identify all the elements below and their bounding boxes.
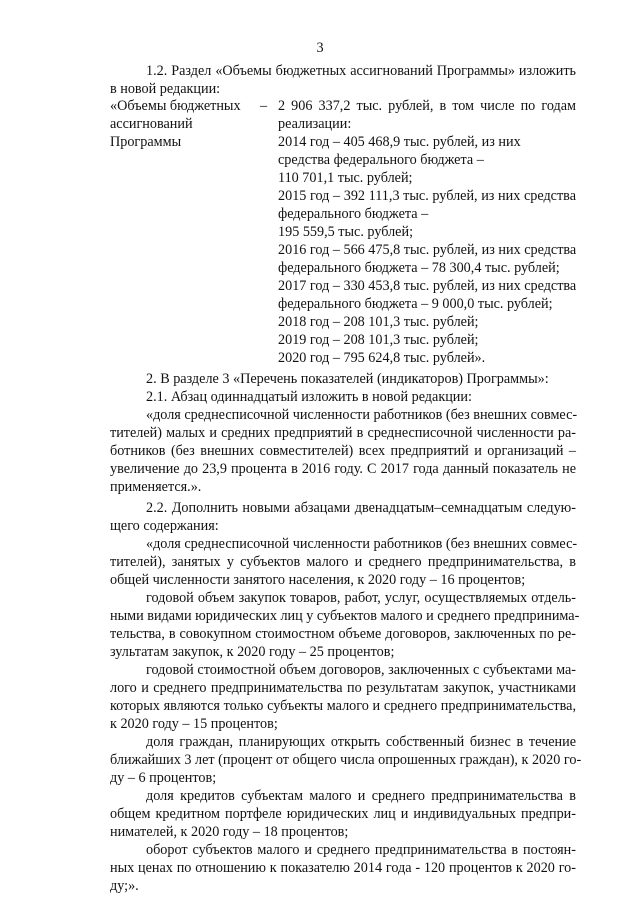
body-line: годовой объем закупок товаров, работ, услуг, осуществляемых отдель- xyxy=(146,590,576,606)
body-line: ду;». xyxy=(110,878,139,894)
page-number: 3 xyxy=(316,40,324,56)
body-line: ближайших 3 лет (процент от общего числа опрошенных граждан), к 2020 го- xyxy=(110,752,582,768)
budget-value-line: 195 559,5 тыс. рублей; xyxy=(278,224,414,240)
budget-value-line: 2017 год – 330 453,8 тыс. рублей, из них средства xyxy=(278,278,577,294)
budget-value-line: 2019 год – 208 101,3 тыс. рублей; xyxy=(278,332,479,348)
budget-value-line: федерального бюджета – 9 000,0 тыс. рублей; xyxy=(278,296,553,312)
budget-value-line: средства федерального бюджета – xyxy=(278,152,484,168)
body-line: применяется.». xyxy=(110,479,202,495)
budget-value-line: 2014 год – 405 468,9 тыс. рублей, из них xyxy=(278,134,521,150)
budget-label-line: «Объемы бюджетных xyxy=(110,98,241,114)
body-line: 2. В разделе 3 «Перечень показателей (индикаторов) Программы»: xyxy=(146,371,549,387)
body-line: которых являются только субъекты малого и среднего предпринимательства, xyxy=(110,698,576,714)
section-1-2-line: в новой редакции: xyxy=(110,81,221,97)
body-line: увеличение до 23,9 процента в 2016 году. С 2017 года данный показатель не xyxy=(110,461,576,477)
body-line: ботников (без внешних совместителей) всех предприятий и организаций – xyxy=(110,443,576,459)
budget-label-line: ассигнований xyxy=(110,116,193,132)
body-line: доля граждан, планирующих открыть собственный бизнес в течение xyxy=(146,734,576,750)
body-line: 2.1. Абзац одиннадцатый изложить в новой редакции: xyxy=(146,389,472,405)
budget-value-line: 2016 год – 566 475,8 тыс. рублей, из них средства xyxy=(278,242,577,258)
body-line: к 2020 году – 15 процентов; xyxy=(110,716,278,732)
body-line: «доля среднесписочной численности работников (без внешних совмес- xyxy=(146,536,578,552)
body-line: оборот субъектов малого и среднего предпринимательства в постоян- xyxy=(146,842,576,858)
body-line: тителей) малых и средних предприятий в среднесписочной численности ра- xyxy=(110,425,576,441)
body-line: ными видами юридических лиц у субъектов малого и среднего предпринима- xyxy=(110,608,580,624)
body-line: щего содержания: xyxy=(110,518,219,534)
body-line: зультатам закупок, к 2020 году – 25 процентов; xyxy=(110,644,395,660)
section-1-2-line: 1.2. Раздел «Объемы бюджетных ассигнований Программы» изложить xyxy=(146,63,576,79)
body-line: «доля среднесписочной численности работников (без внешних совмес- xyxy=(146,407,578,423)
budget-value-line: федерального бюджета – 78 300,4 тыс. рублей; xyxy=(278,260,560,276)
body-line: доля кредитов субъектам малого и среднего предпринимательства в xyxy=(146,788,576,804)
body-line: тителей), занятых у субъектов малого и среднего предпринимательства, в xyxy=(110,554,576,570)
body-line: ду – 6 процентов; xyxy=(110,770,217,786)
budget-label-line: Программы xyxy=(110,134,182,150)
budget-value-line: реализации: xyxy=(278,116,352,132)
budget-value-line: 2015 год – 392 111,3 тыс. рублей, из них средства xyxy=(278,188,576,204)
budget-value-line: 2018 год – 208 101,3 тыс. рублей; xyxy=(278,314,479,330)
budget-value-line: 2020 год – 795 624,8 тыс. рублей». xyxy=(278,350,486,366)
body-line: годовой стоимостной объем договоров, заключенных с субъектами ма- xyxy=(146,662,576,678)
body-line: общем кредитном портфеле юридических лиц и индивидуальных предпри- xyxy=(110,806,576,822)
budget-value-line: федерального бюджета – xyxy=(278,206,429,222)
budget-dash: – xyxy=(260,98,268,114)
budget-value-line: 110 701,1 тыс. рублей; xyxy=(278,170,413,186)
body-line: ных ценах по отношению к показателю 2014 года - 120 процентов к 2020 го- xyxy=(110,860,576,876)
budget-value-line: 2 906 337,2 тыс. рублей, в том числе по годам xyxy=(278,98,576,114)
body-line: общей численности занятого населения, к 2020 году – 16 процентов; xyxy=(110,572,526,588)
body-line: лого и среднего предпринимательства по результатам закупок, участниками xyxy=(110,680,576,696)
body-line: тельства, в совокупном стоимостном объеме договоров, заключенных по ре- xyxy=(110,626,576,642)
body-line: 2.2. Дополнить новыми абзацами двенадцатым–семнадцатым следую- xyxy=(146,500,576,516)
body-line: нимателей, к 2020 году – 18 процентов; xyxy=(110,824,349,840)
